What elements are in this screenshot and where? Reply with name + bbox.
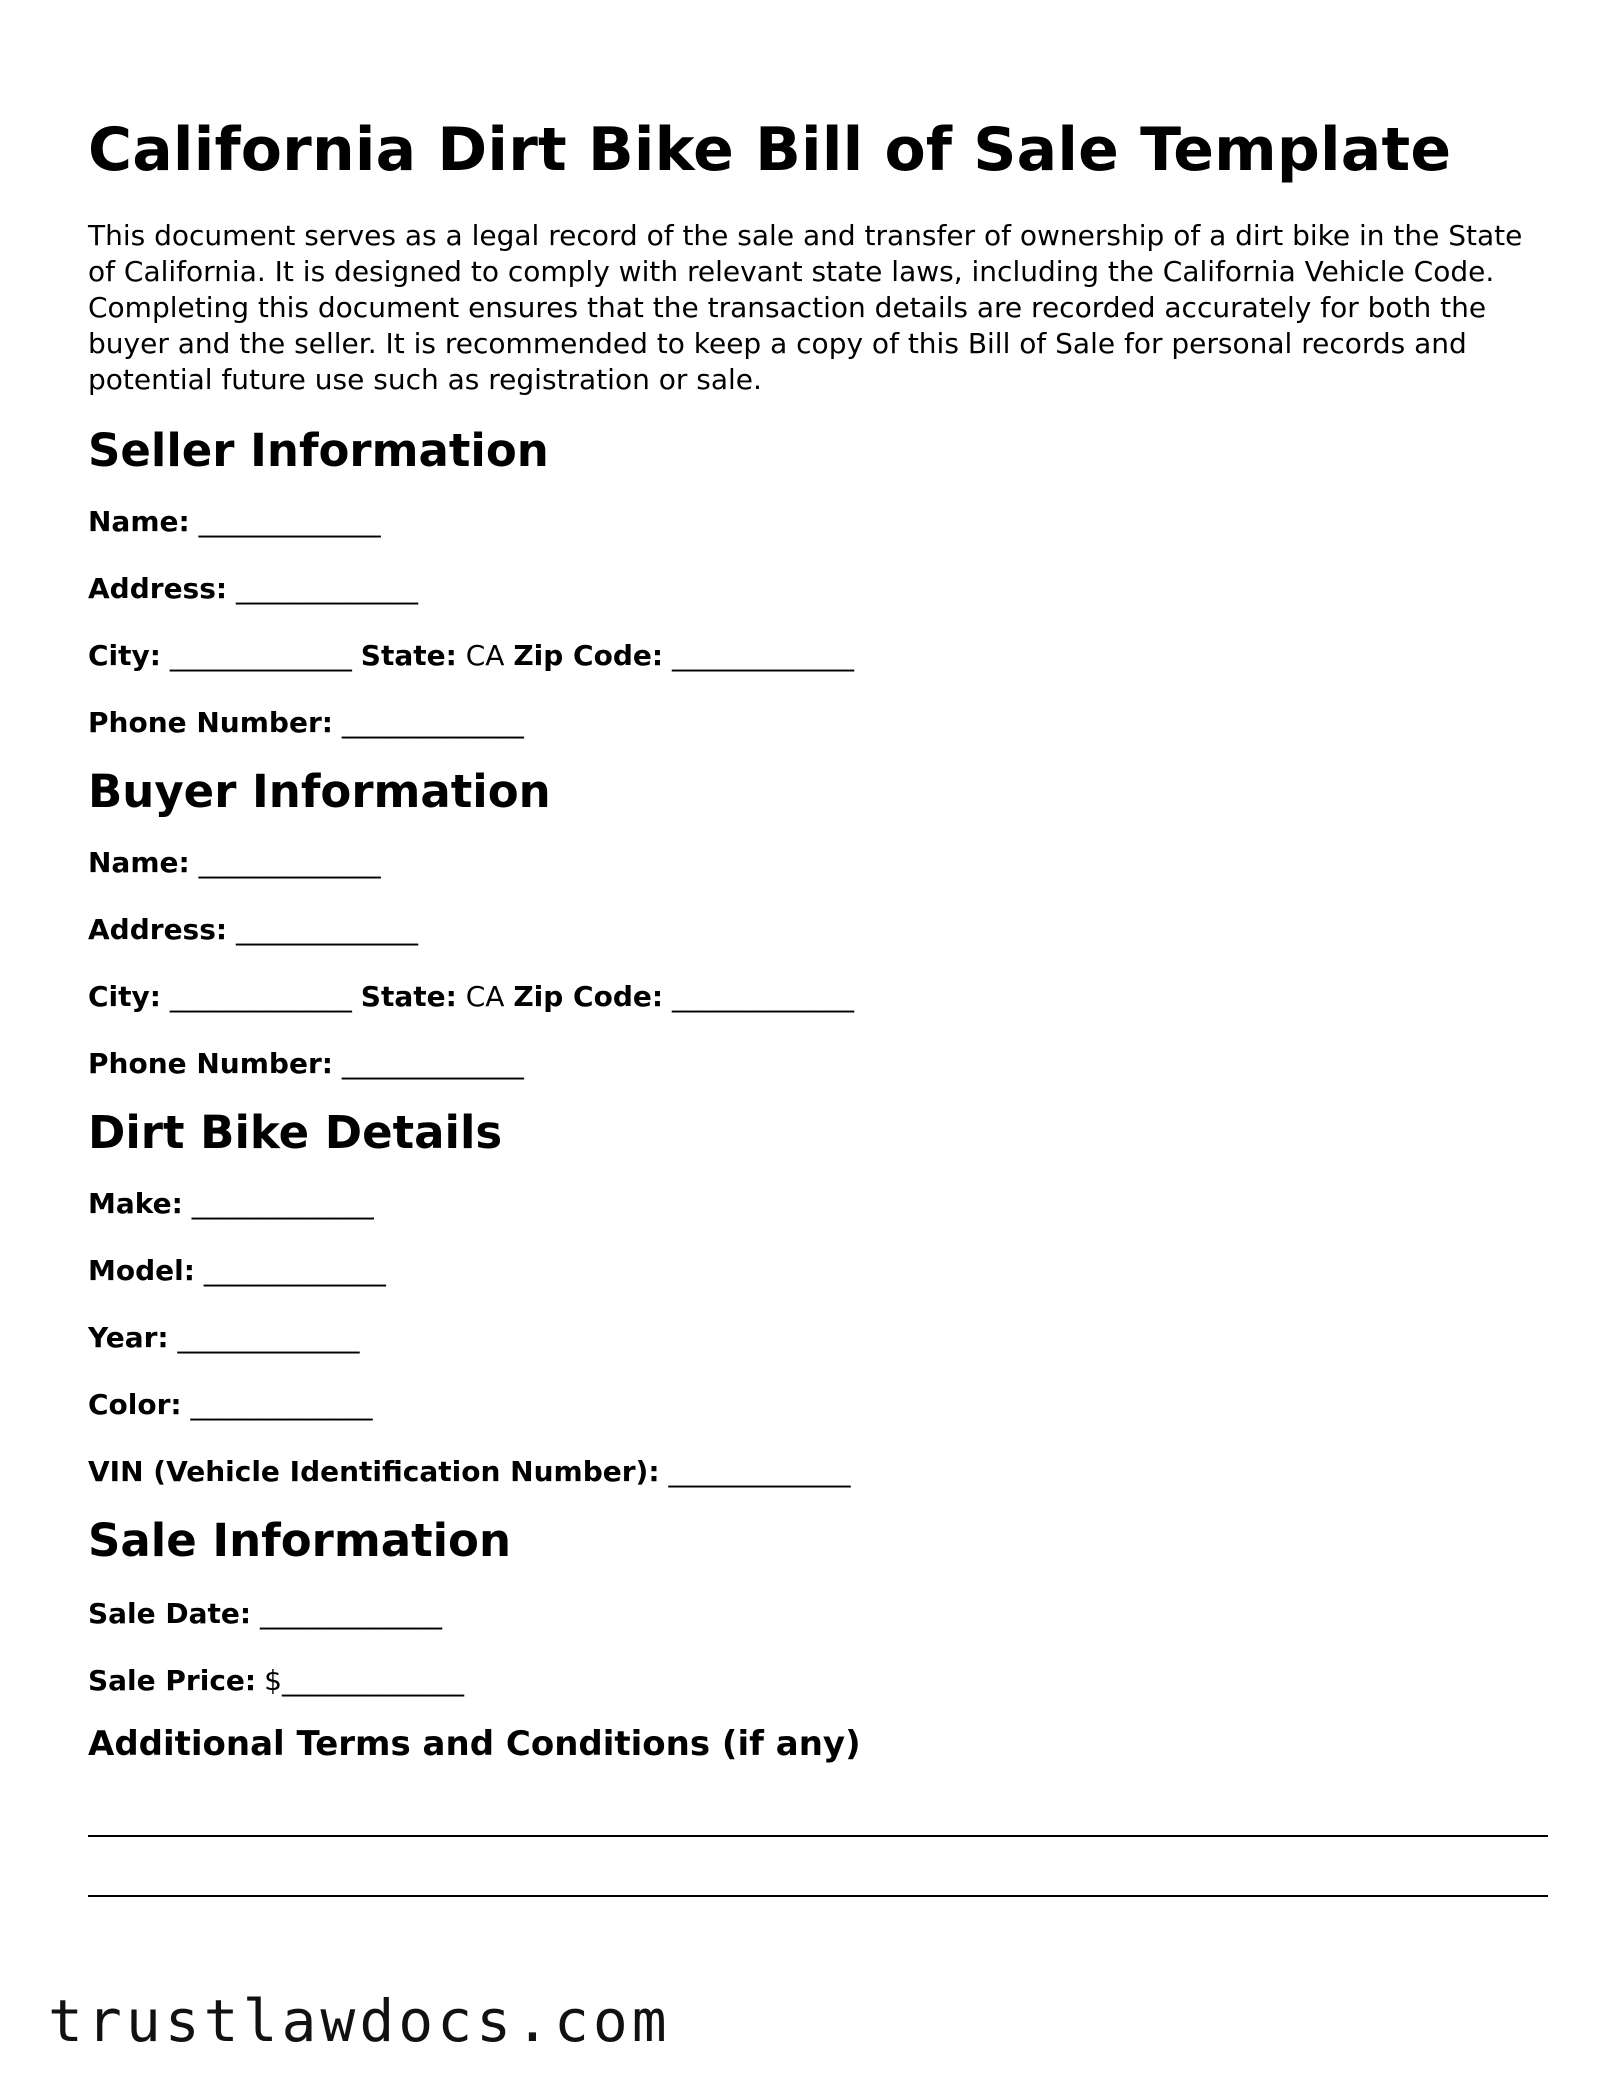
seller-state-label: State: bbox=[360, 639, 457, 672]
seller-name-label: Name: bbox=[88, 505, 190, 538]
terms-line-1[interactable] bbox=[88, 1835, 1548, 1837]
seller-address-field[interactable] bbox=[88, 569, 1548, 609]
terms-line-2[interactable] bbox=[88, 1895, 1548, 1897]
seller-phone-label: Phone Number: bbox=[88, 706, 333, 739]
bike-vin-label: VIN (Vehicle Identification Number): bbox=[88, 1455, 660, 1488]
seller-zip-blank[interactable]: _____________ bbox=[671, 639, 854, 672]
bike-color-field[interactable] bbox=[88, 1385, 1548, 1425]
buyer-address-field[interactable] bbox=[88, 910, 1548, 950]
intro-paragraph: This document serves as a legal record of the sale and transfer of ownership of a dirt bike in the State of California. It is designed to comply with relevant state laws, including the California Vehicle Code. Completing this document ensures that the transaction details are recorded accurately for both the buyer and the seller. It is recommended to keep a copy of this Bill of Sale for personal records and potential future use such as registration or sale. bbox=[88, 219, 1523, 396]
buyer-address-blank[interactable]: _____________ bbox=[236, 913, 418, 946]
sale-price-blank[interactable]: _____________ bbox=[281, 1664, 464, 1697]
sale-date-blank[interactable]: _____________ bbox=[260, 1597, 443, 1630]
buyer-state-value: CA bbox=[465, 980, 505, 1013]
buyer-phone-label: Phone Number: bbox=[88, 1047, 333, 1080]
document-title: California Dirt Bike Bill of Sale Template bbox=[88, 115, 1452, 185]
sale-price-field[interactable] bbox=[88, 1661, 1548, 1701]
bike-color-label: Color: bbox=[88, 1388, 182, 1421]
bike-make-label: Make: bbox=[88, 1187, 183, 1220]
bike-model-field[interactable] bbox=[88, 1251, 1548, 1291]
seller-name-blank[interactable]: _____________ bbox=[198, 505, 381, 538]
buyer-city-blank[interactable]: _____________ bbox=[169, 980, 352, 1013]
bike-year-blank[interactable]: _____________ bbox=[177, 1321, 360, 1354]
bike-vin-blank[interactable]: _____________ bbox=[668, 1455, 851, 1488]
sale-price-prefix: $ bbox=[264, 1664, 282, 1697]
buyer-name-blank[interactable]: _____________ bbox=[198, 846, 381, 879]
buyer-city-label: City: bbox=[88, 980, 161, 1013]
sale-heading: Sale Information bbox=[88, 1514, 511, 1567]
bike-year-field[interactable] bbox=[88, 1318, 1548, 1358]
seller-name-field[interactable] bbox=[88, 502, 1548, 542]
seller-address-blank[interactable]: _____________ bbox=[236, 572, 418, 605]
seller-city-state-zip-field[interactable] bbox=[88, 636, 1548, 676]
sale-date-field[interactable] bbox=[88, 1594, 1548, 1634]
buyer-heading: Buyer Information bbox=[88, 765, 551, 818]
buyer-city-state-zip-field[interactable] bbox=[88, 977, 1548, 1017]
seller-state-value: CA bbox=[465, 639, 505, 672]
buyer-name-field[interactable] bbox=[88, 843, 1548, 883]
buyer-name-label: Name: bbox=[88, 846, 190, 879]
seller-zip-label: Zip Code: bbox=[513, 639, 664, 672]
sale-price-label: Sale Price: bbox=[88, 1664, 257, 1697]
bike-model-label: Model: bbox=[88, 1254, 195, 1287]
bike-make-blank[interactable]: _____________ bbox=[191, 1187, 374, 1220]
watermark-text: trustlawdocs.com bbox=[48, 1987, 671, 2055]
sale-date-label: Sale Date: bbox=[88, 1597, 252, 1630]
bike-year-label: Year: bbox=[88, 1321, 169, 1354]
seller-heading: Seller Information bbox=[88, 424, 549, 477]
buyer-zip-blank[interactable]: _____________ bbox=[671, 980, 854, 1013]
buyer-state-label: State: bbox=[360, 980, 457, 1013]
seller-city-blank[interactable]: _____________ bbox=[169, 639, 352, 672]
bike-make-field[interactable] bbox=[88, 1184, 1548, 1224]
seller-address-label: Address: bbox=[88, 572, 228, 605]
seller-city-label: City: bbox=[88, 639, 161, 672]
buyer-phone-field[interactable] bbox=[88, 1044, 1548, 1084]
buyer-phone-blank[interactable]: _____________ bbox=[341, 1047, 524, 1080]
buyer-zip-label: Zip Code: bbox=[513, 980, 664, 1013]
terms-heading: Additional Terms and Conditions (if any) bbox=[88, 1724, 861, 1764]
bike-color-blank[interactable]: _____________ bbox=[190, 1388, 373, 1421]
bike-heading: Dirt Bike Details bbox=[88, 1106, 503, 1159]
buyer-address-label: Address: bbox=[88, 913, 228, 946]
bike-model-blank[interactable]: _____________ bbox=[203, 1254, 386, 1287]
bill-of-sale-document bbox=[88, 108, 1548, 1897]
bike-vin-field[interactable] bbox=[88, 1452, 1548, 1492]
seller-phone-blank[interactable]: _____________ bbox=[341, 706, 524, 739]
seller-phone-field[interactable] bbox=[88, 703, 1548, 743]
